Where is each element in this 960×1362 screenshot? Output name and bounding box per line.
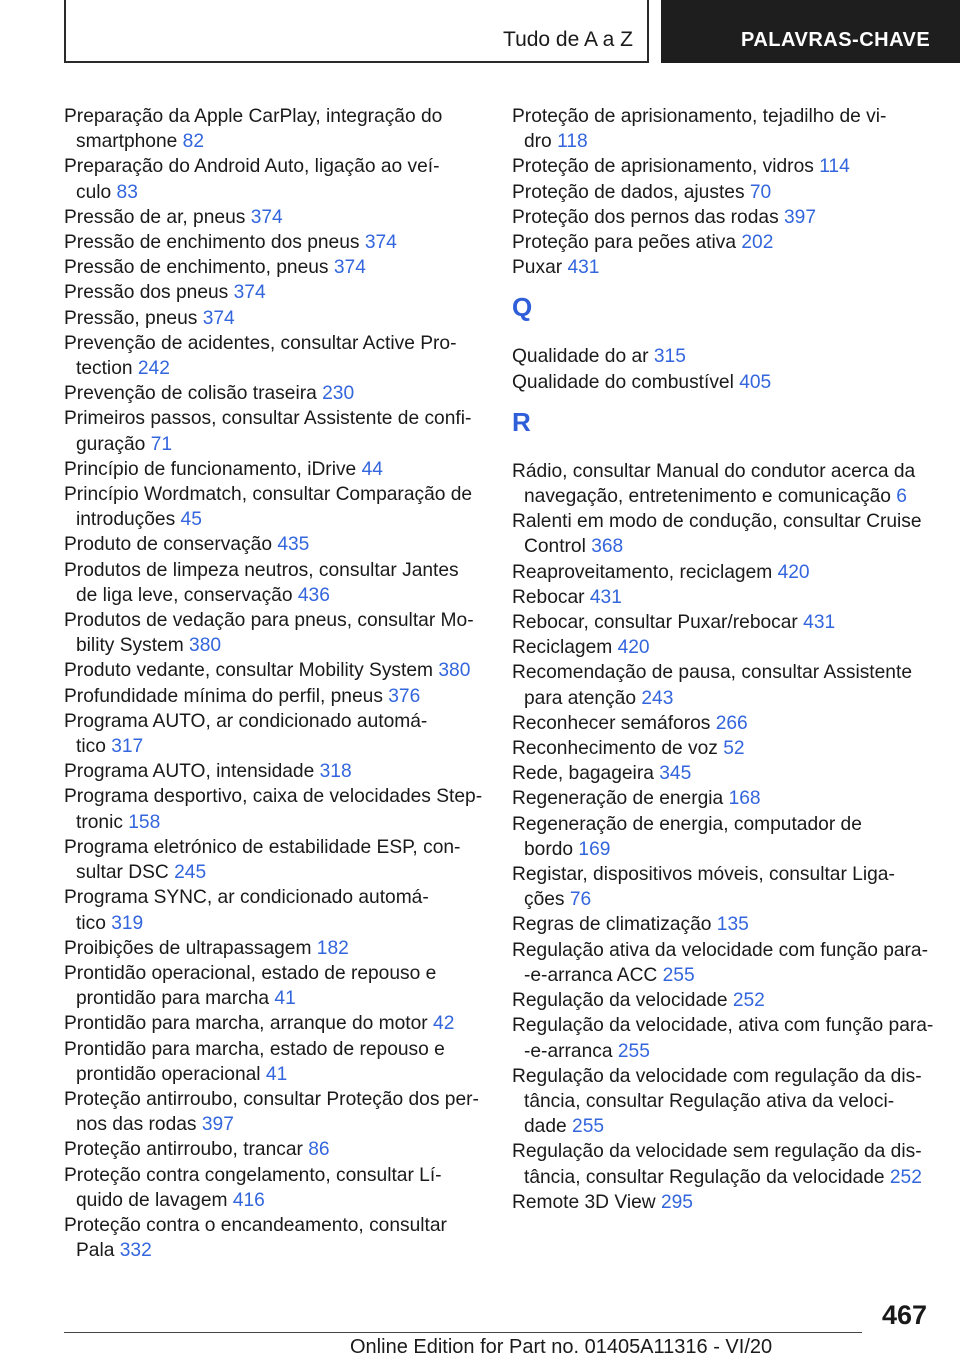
page-reference-link[interactable]: 255: [662, 964, 695, 986]
index-entry-text: Rádio, consultar Manual do condutor acerca da: [512, 460, 916, 482]
page-reference-link[interactable]: 255: [617, 1040, 650, 1062]
index-entry-text: Pressão de enchimento, pneus: [64, 257, 329, 279]
index-entry-text: tico: [76, 912, 106, 934]
page-reference-link[interactable]: 368: [591, 536, 624, 558]
page-reference-link[interactable]: 315: [653, 346, 686, 368]
index-entry: [64, 558, 484, 608]
page-reference-link[interactable]: 6: [896, 486, 907, 508]
index-entry: [64, 684, 484, 709]
index-entry-text: Programa desportivo, caixa de velocidades Step-: [64, 786, 483, 808]
page-reference-link[interactable]: 397: [784, 206, 817, 228]
page-reference-link[interactable]: 114: [819, 156, 850, 178]
index-entry-text: Rede, bagageira: [512, 763, 654, 785]
index-entry: [64, 381, 484, 406]
index-entry: [64, 406, 484, 456]
page-reference-link[interactable]: 245: [174, 862, 207, 884]
page-reference-link[interactable]: 318: [319, 761, 352, 783]
index-column-left: [64, 104, 484, 1263]
index-entry: [64, 331, 484, 381]
page-reference-link[interactable]: 376: [388, 685, 421, 707]
index-entry-text: Rebocar, consultar Puxar/rebocar: [512, 612, 798, 634]
index-entry: [512, 1190, 936, 1215]
index-entry-text: Regras de climatização: [512, 914, 712, 936]
index-entry: [512, 560, 936, 585]
index-entry-text: Produto vedante, consultar Mobility System: [64, 660, 434, 682]
page-reference-link[interactable]: 431: [589, 586, 622, 608]
index-entry-text: introduções: [76, 509, 176, 531]
index-entry-text: Proteção contra o encandeamento, consultar: [64, 1214, 447, 1236]
page-reference-link[interactable]: 380: [438, 660, 471, 682]
index-entry-text: smartphone: [76, 131, 178, 153]
index-entry-text: ções: [524, 889, 565, 911]
index-entry-text: Produtos de limpeza neutros, consultar Jantes: [64, 559, 459, 581]
index-entry: [512, 104, 936, 154]
index-entry: [512, 736, 936, 761]
page-reference-link[interactable]: 135: [716, 914, 749, 936]
index-entry-text: Reciclagem: [512, 637, 613, 659]
index-entry: [512, 1064, 936, 1140]
index-entry: [64, 255, 484, 280]
index-letter-heading: R: [512, 406, 531, 437]
index-entry-text: culo: [76, 181, 112, 203]
index-entry-text: para atenção: [524, 687, 637, 709]
index-entry: [64, 1087, 484, 1137]
index-entry: [512, 610, 936, 635]
index-entry-text: Programa AUTO, intensidade: [64, 761, 315, 783]
index-entry-text: Remote 3D View: [512, 1191, 656, 1213]
index-entry-text: sultar DSC: [76, 862, 169, 884]
index-entry: [64, 1137, 484, 1162]
index-entry-text: Pressão, pneus: [64, 307, 198, 329]
index-entry-text: Prevenção de acidentes, consultar Active Pro-: [64, 332, 457, 354]
page-reference-link[interactable]: 168: [728, 788, 761, 810]
index-entry: [64, 154, 484, 204]
chapter-tab[interactable]: [661, 0, 960, 63]
page-reference-link[interactable]: 345: [659, 763, 692, 785]
index-entry-text: Proibições de ultrapassagem: [64, 937, 312, 959]
index-entry: [64, 1011, 484, 1036]
index-entry: [64, 532, 484, 557]
index-entry-text: Regulação da velocidade com regulação da dis-: [512, 1065, 922, 1087]
index-entry-text: Qualidade do ar: [512, 346, 649, 368]
page-reference-link[interactable]: 420: [617, 637, 650, 659]
index-entry-text: dro: [524, 131, 552, 153]
index-entry-text: tância, consultar Regulação da velocidade: [524, 1166, 885, 1188]
page-reference-link[interactable]: 317: [111, 736, 144, 758]
index-entry-text: Proteção contra congelamento, consultar Lí-: [64, 1164, 442, 1186]
index-entry-text: guração: [76, 433, 146, 455]
index-entry: [64, 784, 484, 834]
index-entry-text: Prontidão operacional, estado de repouso e: [64, 962, 437, 984]
page-reference-link[interactable]: 252: [732, 990, 765, 1012]
index-entry-text: Preparação do Android Auto, ligação ao veí-: [64, 156, 440, 178]
index-entry-text: Pressão de ar, pneus: [64, 206, 246, 228]
index-entry-text: Puxar: [512, 257, 563, 279]
index-entry-text: quido de lavagem: [76, 1189, 228, 1211]
page-reference-link[interactable]: 431: [803, 612, 836, 634]
index-entry-text: -e-arranca: [524, 1040, 613, 1062]
page-reference-link[interactable]: 295: [660, 1191, 693, 1213]
index-letter-heading: Q: [512, 292, 533, 323]
index-entry-text: Programa eletrónico de estabilidade ESP, con-: [64, 836, 461, 858]
index-entry-text: bility System: [76, 635, 184, 657]
page-reference-link[interactable]: 374: [233, 282, 266, 304]
index-entry-text: Prevenção de colisão traseira: [64, 383, 317, 405]
index-entry-text: Proteção de aprisionamento, vidros: [512, 156, 814, 178]
page-reference-link[interactable]: 374: [202, 307, 235, 329]
index-entry: [512, 344, 936, 369]
index-entry-text: Pressão de enchimento dos pneus: [64, 232, 360, 254]
index-entry-text: Princípio Wordmatch, consultar Comparação de: [64, 484, 473, 506]
index-entry-text: -e-arranca ACC: [524, 964, 658, 986]
index-entry: [64, 835, 484, 885]
index-entry-text: Princípio de funcionamento, iDrive: [64, 458, 357, 480]
page-reference-link[interactable]: 41: [265, 1063, 288, 1085]
index-entry: [512, 154, 936, 179]
index-entry: [512, 635, 936, 660]
page-reference-link[interactable]: 230: [322, 383, 355, 405]
page-reference-link[interactable]: 436: [297, 584, 330, 606]
index-entry: [64, 280, 484, 305]
index-entry-text: Pressão dos pneus: [64, 282, 229, 304]
index-entry-text: Rebocar: [512, 586, 585, 608]
section-title: Tudo de A a Z: [503, 28, 633, 51]
index-entry-text: tico: [76, 736, 106, 758]
index-column-right: [512, 104, 936, 1215]
index-entry-text: Profundidade mínima do perfil, pneus: [64, 685, 383, 707]
page-reference-link[interactable]: 71: [150, 433, 173, 455]
index-entry-text: prontidão operacional: [76, 1063, 261, 1085]
index-entry: [64, 482, 484, 532]
page-reference-link[interactable]: 118: [557, 131, 588, 153]
page-reference-link[interactable]: 70: [749, 181, 772, 203]
index-entry-text: Prontidão para marcha, estado de repouso e: [64, 1038, 445, 1060]
index-entry-text: Regeneração de energia: [512, 788, 724, 810]
index-entry: [512, 370, 936, 395]
index-entry-text: Regeneração de energia, computador de: [512, 813, 862, 835]
index-entry: [512, 711, 936, 736]
index-entry-text: Regulação da velocidade sem regulação da dis-: [512, 1141, 922, 1163]
index-entry-text: Regulação ativa da velocidade com função para-: [512, 939, 928, 961]
page-reference-link[interactable]: 380: [189, 635, 222, 657]
index-entry-text: Reaproveitamento, reciclagem: [512, 561, 773, 583]
index-entry-text: dade: [524, 1116, 567, 1138]
index-entry: [512, 660, 936, 710]
index-entry-text: Produtos de vedação para pneus, consultar Mo-: [64, 610, 474, 632]
index-entry: [64, 759, 484, 784]
index-entry: [512, 459, 936, 509]
index-entry-text: nos das rodas: [76, 1114, 197, 1136]
index-entry: [512, 255, 936, 280]
index-entry: [64, 658, 484, 683]
index-entry-text: Proteção de aprisionamento, tejadilho de vi-: [512, 106, 887, 127]
page-reference-link[interactable]: 76: [569, 889, 592, 911]
index-entry: [64, 608, 484, 658]
index-entry-text: Qualidade do combustível: [512, 371, 734, 393]
page-reference-link[interactable]: 435: [277, 534, 310, 556]
index-entry-text: Preparação da Apple CarPlay, integração do: [64, 106, 443, 127]
footer-text: Online Edition for Part no. 01405A11316 - VI/20: [350, 1336, 773, 1358]
index-entry: [64, 1163, 484, 1213]
page-reference-link[interactable]: 266: [715, 712, 748, 734]
index-entry-text: Registar, dispositivos móveis, consultar Liga-: [512, 864, 895, 886]
page-reference-link[interactable]: 83: [116, 181, 138, 203]
page-reference-link[interactable]: 42: [433, 1013, 455, 1035]
index-entry: [64, 205, 484, 230]
index-entry-text: Prontidão para marcha, arranque do motor: [64, 1013, 428, 1035]
index-entry-text: Control: [524, 536, 586, 558]
index-entry: [512, 230, 936, 255]
page-reference-link[interactable]: 332: [119, 1240, 152, 1262]
page-reference-link[interactable]: 405: [739, 371, 772, 393]
index-entry-text: Proteção dos pernos das rodas: [512, 206, 779, 228]
index-entry: [512, 761, 936, 786]
index-entry: [512, 862, 936, 912]
index-entry-text: Ralenti em modo de condução, consultar Cruise: [512, 511, 922, 533]
index-entry-text: Regulação da velocidade: [512, 990, 728, 1012]
page-reference-link[interactable]: 431: [567, 257, 600, 279]
index-entry: [512, 938, 936, 988]
page-reference-link[interactable]: 169: [578, 838, 611, 860]
page-reference-link[interactable]: 374: [364, 232, 397, 254]
index-entry: [512, 812, 936, 862]
page-reference-link[interactable]: 41: [274, 988, 296, 1010]
index-entry-text: bordo: [524, 838, 574, 860]
index-entry: [512, 509, 936, 559]
index-entry: [512, 1013, 936, 1063]
page-reference-link[interactable]: 158: [128, 811, 161, 833]
index-entry: [64, 457, 484, 482]
index-entry-text: Proteção para peões ativa: [512, 232, 737, 254]
index-entry: [64, 1037, 484, 1087]
index-entry-text: Reconhecimento de voz: [512, 738, 718, 760]
index-entry: [512, 988, 936, 1013]
index-entry: [64, 306, 484, 331]
index-entry-text: Proteção antirroubo, trancar: [64, 1139, 303, 1161]
page-reference-link[interactable]: 202: [741, 232, 774, 254]
index-entry-text: Primeiros passos, consultar Assistente de confi-: [64, 408, 472, 430]
header-frame: [64, 0, 649, 63]
page-reference-link[interactable]: 420: [777, 561, 810, 583]
index-entry: [512, 912, 936, 937]
footer-divider: [64, 1332, 862, 1333]
index-entry: [64, 885, 484, 935]
index-entry-text: Programa AUTO, ar condicionado automá-: [64, 710, 428, 732]
page-reference-link[interactable]: 44: [361, 458, 383, 480]
index-entry: [64, 709, 484, 759]
index-entry-text: de liga leve, conservação: [76, 584, 293, 606]
page-reference-link[interactable]: 82: [182, 131, 205, 153]
index-entry-text: Pala: [76, 1240, 115, 1262]
page-reference-link[interactable]: 52: [723, 738, 745, 760]
index-entry-text: Regulação da velocidade, ativa com função para-: [512, 1015, 934, 1037]
index-entry-text: Reconhecer semáforos: [512, 712, 711, 734]
index-entry-text: Recomendação de pausa, consultar Assistente: [512, 662, 912, 684]
page-reference-link[interactable]: 374: [333, 257, 366, 279]
index-entry: [64, 1213, 484, 1263]
index-entry: [512, 585, 936, 610]
page-reference-link[interactable]: 374: [250, 206, 283, 228]
index-entry: [64, 230, 484, 255]
page-reference-link[interactable]: 182: [316, 937, 349, 959]
index-entry: [64, 104, 484, 154]
index-entry: [512, 205, 936, 230]
index-entry-text: tection: [76, 358, 133, 380]
index-entry-text: prontidão para marcha: [76, 988, 270, 1010]
chapter-tab-label: PALAVRAS-CHAVE: [741, 29, 931, 51]
page-reference-link[interactable]: 397: [201, 1114, 234, 1136]
index-entry-text: Produto de conservação: [64, 534, 272, 556]
index-entry-text: navegação, entretenimento e comunicação: [524, 486, 891, 508]
page-number: 467: [881, 1300, 927, 1330]
index-entry: [512, 180, 936, 205]
page-reference-link[interactable]: 45: [180, 509, 202, 531]
page-reference-link[interactable]: 319: [111, 912, 144, 934]
index-entry: [64, 936, 484, 961]
page-reference-link[interactable]: 416: [232, 1189, 265, 1211]
page-reference-link[interactable]: 86: [308, 1139, 330, 1161]
index-entry-text: tronic: [76, 811, 123, 833]
index-entry: [512, 786, 936, 811]
index-entry-text: Programa SYNC, ar condicionado automá-: [64, 887, 429, 909]
index-entry: [512, 1139, 936, 1189]
index-entry-text: tância, consultar Regulação ativa da veloci-: [524, 1090, 895, 1112]
page-reference-link[interactable]: 252: [889, 1166, 922, 1188]
index-entry: [64, 961, 484, 1011]
page-reference-link[interactable]: 242: [137, 358, 170, 380]
index-entry-text: Proteção de dados, ajustes: [512, 181, 745, 203]
page-reference-link[interactable]: 243: [641, 687, 674, 709]
index-entry-text: Proteção antirroubo, consultar Proteção dos per-: [64, 1088, 479, 1110]
page-reference-link[interactable]: 255: [572, 1116, 605, 1138]
